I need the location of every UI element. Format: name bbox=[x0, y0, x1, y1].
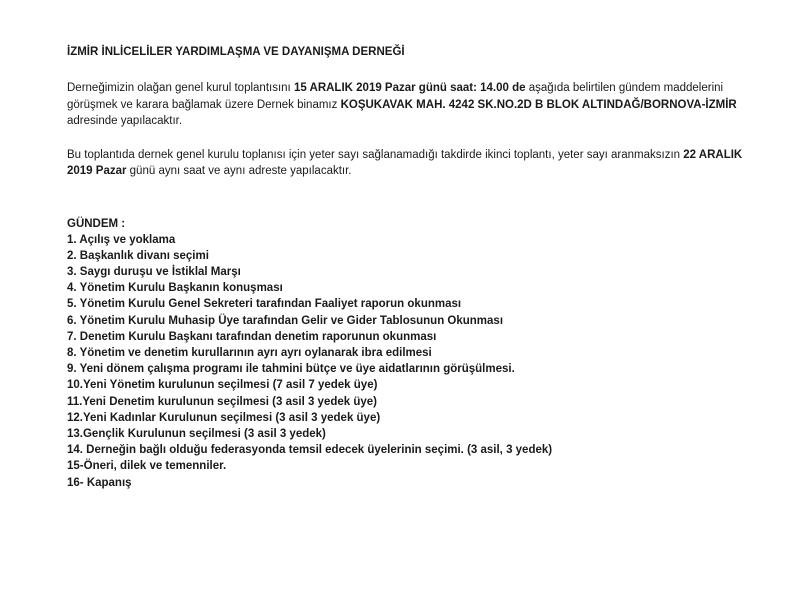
agenda-item: 12.Yeni Kadınlar Kurulunun seçilmesi (3 asil 3 yedek üye) bbox=[67, 411, 381, 424]
meeting-address: KOŞUKAVAK MAH. 4242 SK.NO.2D B BLOK ALTINDAĞ/BORNOVA-İZMİR bbox=[340, 98, 737, 111]
agenda-item: 6. Yönetim Kurulu Muhasip Üye tarafından Gelir ve Gider Tablosunun Okunması bbox=[67, 314, 504, 327]
agenda-item: 15-Öneri, dilek ve temenniler. bbox=[67, 460, 227, 473]
agenda-item: 14. Derneğin bağlı olduğu federasyonda temsil edecek üyelerinin seçimi. (3 asil, 3 yedek) bbox=[67, 444, 553, 457]
paragraph-text: Bu toplantıda dernek genel kurulu toplanısı için yeter sayı sağlanamadığı takdirde ikinci toplantı, yeter sayı aranmaksızın bbox=[67, 148, 684, 161]
meeting-date-time: 15 ARALIK 2019 Pazar günü saat: 14.00 de bbox=[293, 82, 526, 94]
agenda-list bbox=[67, 232, 747, 491]
agenda-item: 2. Başkanlık divanı seçimi bbox=[67, 249, 209, 262]
agenda-item: 13.Gençlik Kurulunun seçilmesi (3 asil 3 yedek) bbox=[67, 427, 326, 440]
agenda-item: 11.Yeni Denetim kurulunun seçilmesi (3 asil 3 yedek üye) bbox=[67, 395, 377, 408]
paragraph-text: adresinde yapılacaktır. bbox=[67, 115, 183, 127]
agenda-item: 3. Saygı duruşu ve İstiklal Marşı bbox=[67, 265, 241, 278]
meeting-announcement-paragraph bbox=[67, 80, 747, 130]
second-meeting-date: 22 ARALIK 2019 Pazar bbox=[67, 148, 743, 177]
paragraph-text: Derneğimizin olağan genel kurul toplantısını bbox=[67, 82, 294, 94]
agenda-item: 8. Yönetim ve denetim kurullarının ayrı ayrı oylanarak ibra edilmesi bbox=[67, 346, 432, 359]
paragraph-text: günü aynı saat ve aynı adreste yapılacaktır. bbox=[126, 165, 352, 177]
document-page bbox=[67, 44, 747, 491]
second-meeting-paragraph bbox=[67, 147, 747, 180]
agenda-item: 9. Yeni dönem çalışma programı ile tahmini bütçe ve üye aidatlarının görüşülmesi. bbox=[67, 363, 515, 376]
agenda-item: 10.Yeni Yönetim kurulunun seçilmesi (7 asil 7 yedek üye) bbox=[67, 379, 378, 392]
agenda-item: 5. Yönetim Kurulu Genel Sekreteri tarafından Faaliyet raporun okunması bbox=[67, 298, 462, 311]
agenda-item: 1. Açılış ve yoklama bbox=[67, 233, 176, 246]
agenda-heading: GÜNDEM : bbox=[67, 217, 126, 230]
agenda-item: 7. Denetim Kurulu Başkanı tarafından denetim raporunun okunması bbox=[67, 330, 437, 343]
agenda-item: 16- Kapanış bbox=[67, 476, 132, 489]
paragraph-text: aşağıda belirtilen gündem maddelerini görüşmek ve karara bağlamak üzere Dernek binamız bbox=[67, 82, 724, 111]
document-title: İZMİR İNLİCELİLER YARDIMLAŞMA VE DAYANIŞMA DERNEĞİ bbox=[67, 46, 405, 58]
agenda-item: 4. Yönetim Kurulu Başkanın konuşması bbox=[67, 282, 283, 295]
